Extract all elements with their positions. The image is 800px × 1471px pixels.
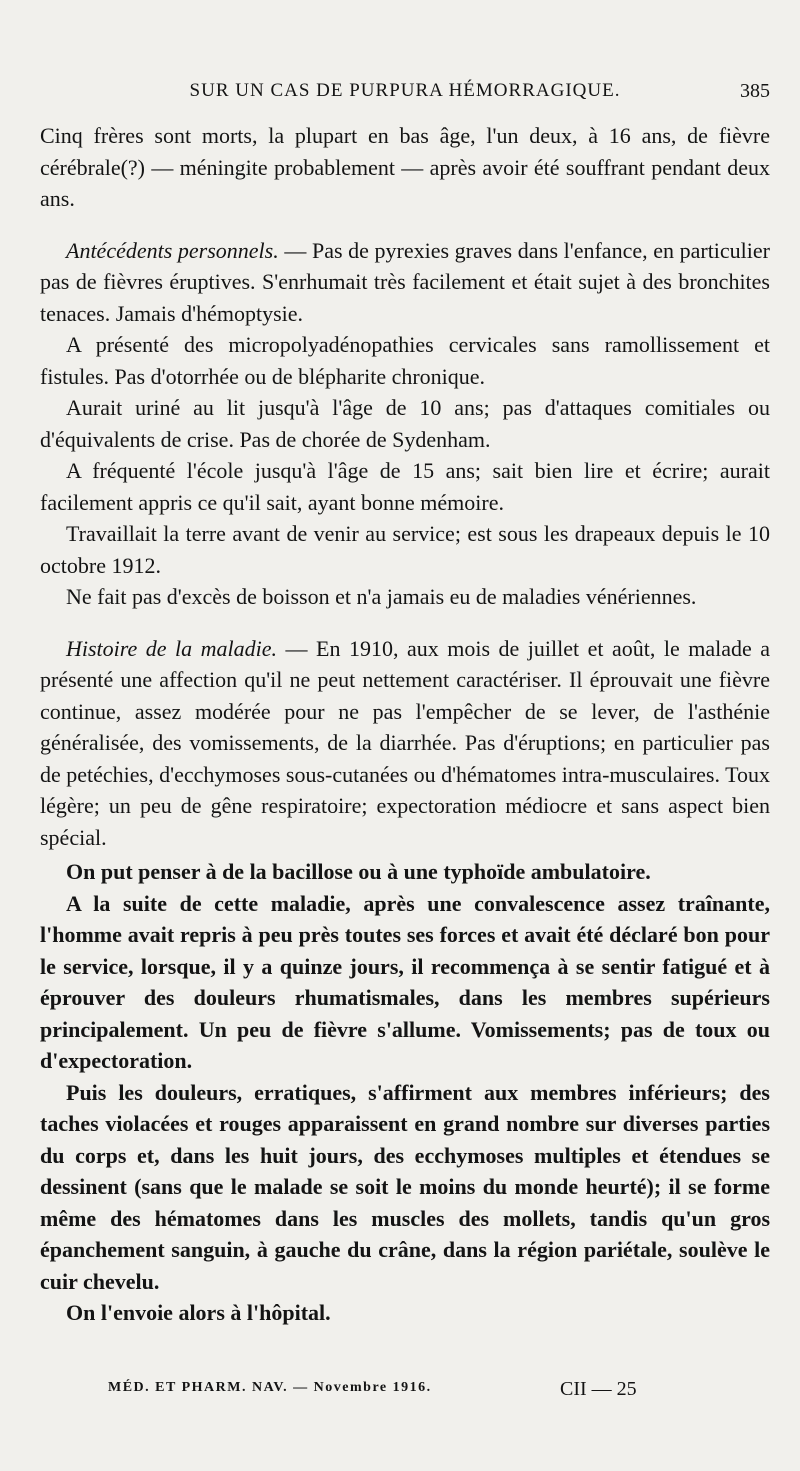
page-number: 385 xyxy=(740,80,770,102)
paragraph-schooling: A fréquenté l'école jusqu'à l'âge de 15 ans; sait bien lire et écrire; aurait facilement appris ce qu'il sait, ayant bonne mémoire. xyxy=(40,458,770,515)
paragraph-personal-history-text: — Pas de pyrexies graves dans l'enfance, en particulier pas de fièvres éruptives. S'enrhumait très facilement et était sujet à des bronchites tenaces. Jamais d'hémoptysie. xyxy=(40,237,770,326)
paragraph-illness-history-text: — En 1910, aux mois de juillet et août, le malade a présenté une affection qu'il ne peut nettement caractériser. Il éprouvait une fièvre continue, assez modérée pour ne pas l'empêcher de se lever, de l'asthénie généralisée, des vomissements, de la diarrhée. Pas d'éruptions; en particulier pas de petéchies, d'ecchymoses sous-cutanées ou d'hématomes intra-musculaires. Toux légère; un peu de gêne respiratoire; expectoration médiocre et sans aspect bien spécial. xyxy=(40,635,770,850)
journal-reference: MÉD. ET PHARM. NAV. — Novembre 1916. xyxy=(108,1380,432,1395)
page-body xyxy=(40,120,770,1329)
printer-signature: CII — 25 xyxy=(560,1378,637,1400)
paragraph-enuresis: Aurait uriné au lit jusqu'à l'âge de 10 ans; pas d'attaques comitiales ou d'équivalents de crise. Pas de chorée de Sydenham. xyxy=(40,395,770,452)
paragraph-diagnosis-hypothesis: On put penser à de la bacillose ou à une typhoïde ambulatoire. xyxy=(66,859,651,884)
paragraph-personal-history xyxy=(40,235,770,330)
running-title: SUR UN CAS DE PURPURA HÉMORRAGIQUE. xyxy=(189,80,621,101)
paragraph-convalescence: A la suite de cette maladie, après une convalescence assez traînante, l'homme avait repris à peu près toutes ses forces et avait été déclaré bon pour le service, lorsque, il y a quinze jours, il recommença à se sentir fatigué et à éprouver des douleurs rhumatismales, dans les membres supérieurs principalement. Un peu de fièvre s'allume. Vomissements; pas de toux ou d'expectoration. xyxy=(40,890,770,1073)
section-heading-personal-history: Antécédents personnels. xyxy=(66,237,279,263)
paragraph-occupation: Travaillait la terre avant de venir au service; est sous les drapeaux depuis le 10 octobre 1912. xyxy=(40,521,770,578)
paragraph-adenopathies: A présenté des micropolyadénopathies cervicales sans ramollissement et fistules. Pas d'otorrhée ou de blépharite chronique. xyxy=(40,332,770,389)
paragraph-hospital: On l'envoie alors à l'hôpital. xyxy=(66,1300,331,1325)
paragraph-illness-history xyxy=(40,633,770,854)
page-header xyxy=(40,80,770,110)
paragraph-habits: Ne fait pas d'excès de boisson et n'a jamais eu de maladies vénériennes. xyxy=(66,584,697,609)
paragraph-family-history: Cinq frères sont morts, la plupart en bas âge, l'un deux, à 16 ans, de fièvre cérébrale(?) — méningite probablement — après avoir été souffrant pendant deux ans. xyxy=(40,123,770,211)
paragraph-symptoms: Puis les douleurs, erratiques, s'affirment aux membres inférieurs; des taches violacées et rouges apparaissent en grand nombre sur diverses parties du corps et, dans les huit jours, des ecchymoses multiples et étendues se dessinent (sans que le malade se soit le moins du monde heurté); il se forme même des hématomes dans les muscles des mollets, tandis qu'un gros épanchement sanguin, à gauche du crâne, dans la région pariétale, soulève le cuir chevelu. xyxy=(40,1079,770,1294)
section-heading-illness-history: Histoire de la maladie. xyxy=(66,635,278,661)
